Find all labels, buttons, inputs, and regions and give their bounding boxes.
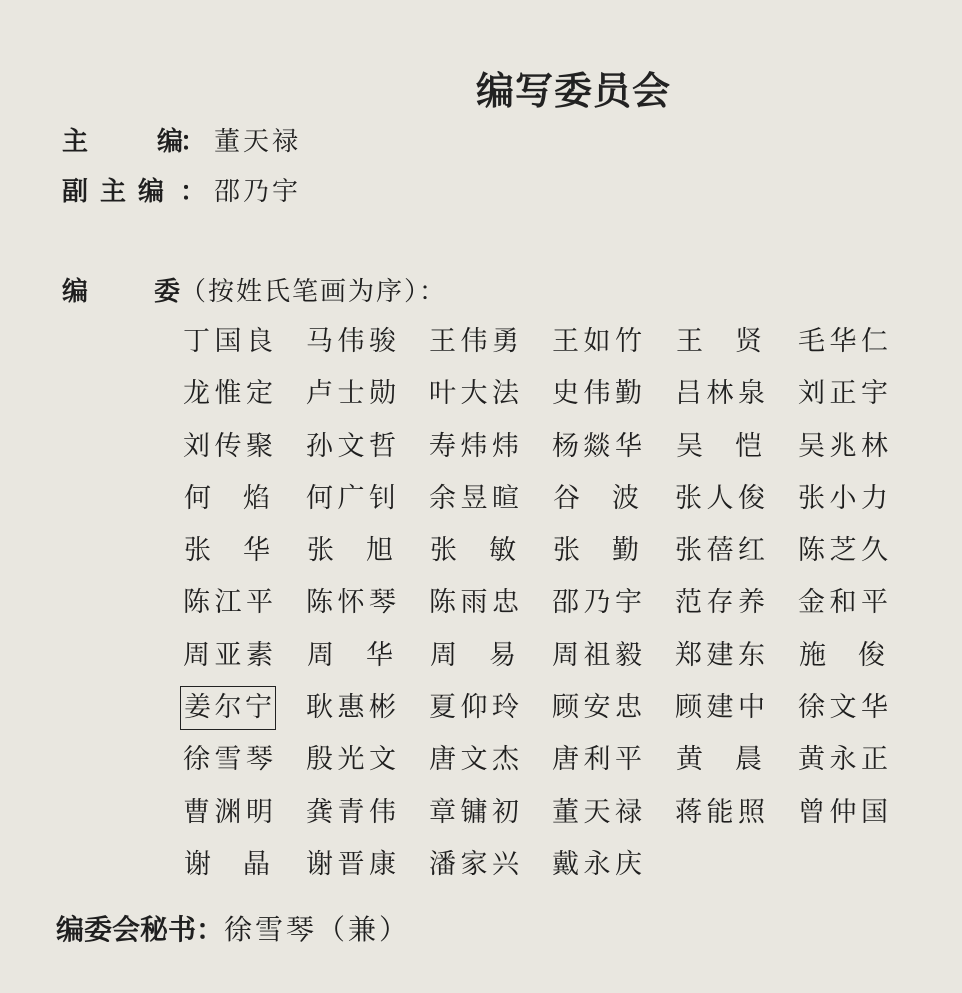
committee-member: 丁 国 良 — [183, 326, 273, 357]
committee-member: 吴 兆 林 — [798, 430, 888, 462]
committee-member: 蒋 能 照 — [675, 796, 765, 828]
committee-member: 金 和 平 — [798, 587, 888, 619]
committee-member: 寿 炜 炜 — [429, 430, 519, 462]
committee-member: 殷 光 文 — [306, 744, 396, 776]
committee-member: 徐 雪 琴 — [183, 744, 273, 776]
committee-member: 郑 建 东 — [675, 639, 765, 671]
committee-member: 夏 仰 玲 — [429, 692, 519, 724]
committee-member: 陈 雨 忠 — [429, 587, 519, 619]
committee-member: 刘 传 聚 — [183, 430, 273, 462]
committee-member: 张 敏 — [430, 535, 516, 567]
committee-member: 谢 晶 — [184, 848, 270, 880]
committee-label-a: 编 — [62, 277, 89, 307]
deputy-editor-name: 邵乃宇 — [214, 177, 302, 207]
committee-member: 毛 华 仁 — [798, 326, 888, 357]
deputy-editor-label-text: 副主编 — [62, 177, 177, 207]
committee-member: 叶 大 法 — [429, 378, 519, 410]
committee-member: 姜 尔 宁 — [180, 686, 276, 730]
committee-member: 徐 文 华 — [798, 692, 888, 724]
committee-member: 曾 仲 国 — [798, 796, 888, 828]
chief-editor-colon: ： — [180, 127, 207, 157]
committee-member: 邵 乃 宇 — [552, 587, 642, 619]
chief-editor-label — [62, 124, 214, 160]
page-title: 编写委员会 — [476, 69, 672, 113]
committee-member: 潘 家 兴 — [429, 848, 519, 880]
committee-member-grid — [180, 320, 918, 895]
chief-editor-row — [62, 124, 301, 160]
committee-member: 张 华 — [184, 535, 270, 567]
committee-member: 顾 建 中 — [675, 692, 765, 724]
committee-member: 周 亚 素 — [183, 639, 273, 671]
committee-member: 耿 惠 彬 — [306, 692, 396, 724]
committee-member: 范 存 养 — [675, 587, 765, 619]
chief-editor-name: 董天禄 — [214, 127, 302, 157]
committee-member: 董 天 禄 — [552, 796, 642, 828]
committee-member: 张 勤 — [553, 535, 639, 567]
committee-member: 谷 波 — [553, 482, 639, 514]
committee-member: 刘 正 宇 — [798, 378, 888, 410]
committee-member: 周 祖 毅 — [552, 639, 642, 671]
committee-member: 章 镛 初 — [429, 796, 519, 828]
committee-member: 杨 燚 华 — [552, 430, 642, 462]
committee-member: 余 昱 暄 — [429, 482, 519, 514]
deputy-editor-row — [62, 174, 301, 210]
committee-member: 施 俊 — [799, 639, 885, 671]
committee-member: 张 人 俊 — [675, 482, 765, 514]
committee-member: 陈 江 平 — [183, 587, 273, 619]
committee-member: 张 蓓 红 — [675, 535, 765, 567]
committee-member: 王 伟 勇 — [429, 326, 519, 357]
committee-member: 龙 惟 定 — [183, 378, 273, 410]
committee-member: 戴 永 庆 — [552, 848, 642, 880]
secretary-value: 徐雪琴（兼） — [224, 913, 411, 946]
committee-member: 曹 渊 明 — [183, 796, 273, 828]
deputy-editor-label — [62, 174, 214, 210]
committee-member: 周 华 — [307, 639, 393, 671]
committee-member: 周 易 — [430, 639, 516, 671]
committee-member: 龚 青 伟 — [306, 796, 396, 828]
committee-heading — [62, 274, 447, 310]
committee-member: 何 广 钊 — [306, 482, 396, 514]
committee-member: 吴 恺 — [676, 430, 762, 462]
committee-member: 王 贤 — [676, 326, 762, 357]
committee-note: （按姓氏笔画为序）： — [180, 277, 448, 307]
chief-editor-label-text: 主 编 — [62, 127, 184, 157]
committee-member: 王 如 竹 — [552, 326, 642, 357]
committee-member: 吕 林 泉 — [675, 378, 765, 410]
committee-member: 顾 安 忠 — [552, 692, 642, 724]
committee-member: 唐 利 平 — [552, 744, 642, 776]
committee-member: 黄 永 正 — [798, 744, 888, 776]
committee-member: 唐 文 杰 — [429, 744, 519, 776]
committee-member: 孙 文 哲 — [306, 430, 396, 462]
committee-member: 谢 晋 康 — [306, 848, 396, 880]
committee-member: 何 焰 — [184, 482, 270, 514]
committee-member: 陈 怀 琴 — [306, 587, 396, 619]
committee-member: 张 小 力 — [798, 482, 888, 514]
secretary-label: 编委会秘书： — [56, 913, 225, 946]
committee-member: 陈 芝 久 — [798, 535, 888, 567]
committee-member: 马 伟 骏 — [306, 326, 396, 357]
deputy-editor-colon: ： — [180, 177, 207, 207]
committee-member: 卢 士 勋 — [306, 378, 396, 410]
committee-label-b: 委 — [154, 277, 181, 307]
committee-member: 黄 晨 — [676, 744, 762, 776]
committee-member: 张 旭 — [307, 535, 393, 567]
committee-member: 史 伟 勤 — [552, 378, 642, 410]
secretary-row — [56, 910, 410, 950]
